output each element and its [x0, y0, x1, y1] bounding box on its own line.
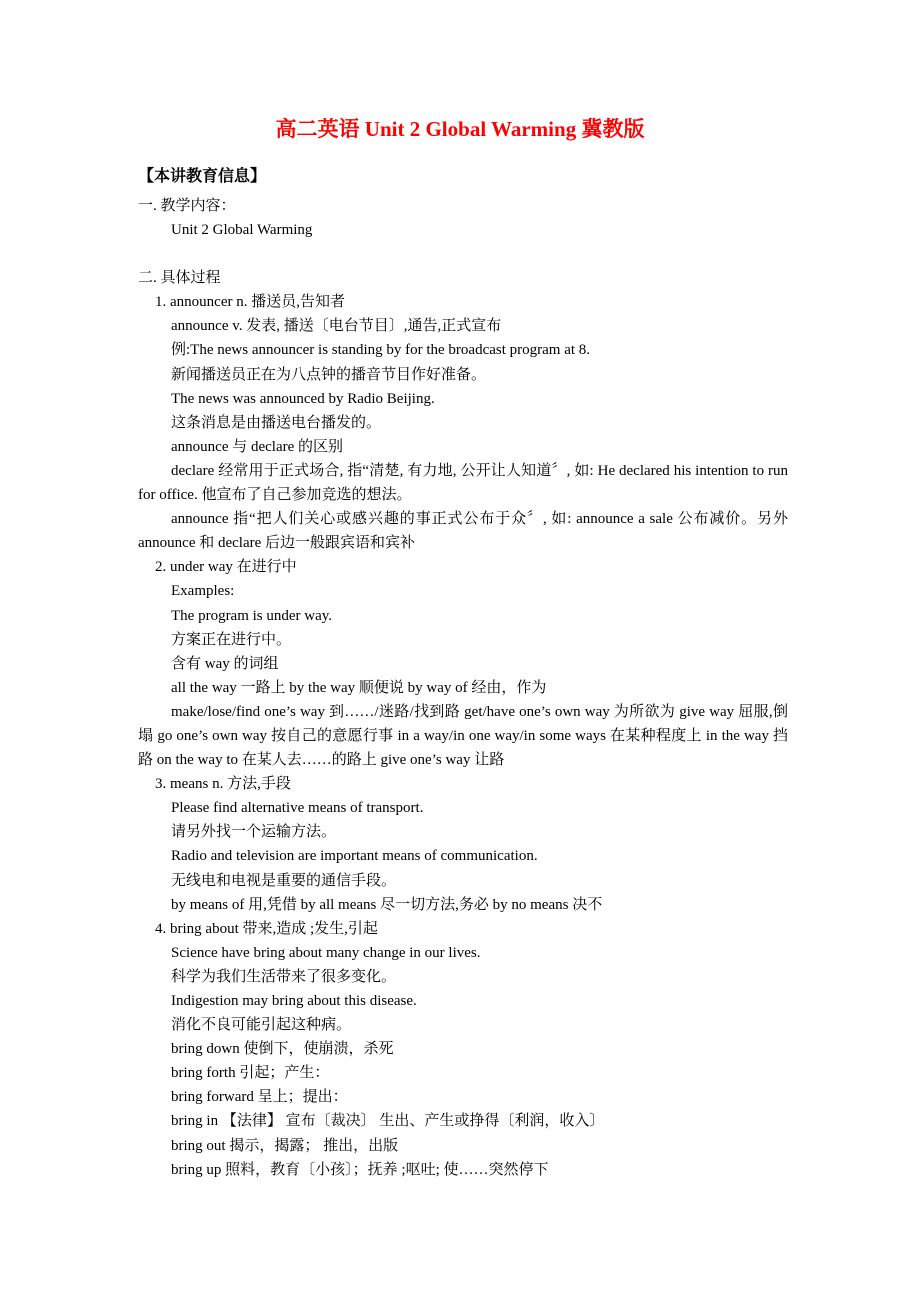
- item2-line: [138, 555, 788, 579]
- item4-line: bring forward 呈上；提出：: [171, 1089, 348, 1106]
- section-header: 【本讲教育信息】: [138, 168, 267, 185]
- item4-line: bring up 照料，教育〔小孩〕；抚养 ;呕吐; 使……突然停下: [171, 1161, 549, 1178]
- item2-line: Examples:: [171, 583, 235, 600]
- item1-line: 例:The news announcer is standing by for the broadcast program at 8.: [171, 342, 591, 359]
- item1-line: announce v. 发表, 播送〔电台节目〕,通告,正式宣布: [171, 318, 502, 335]
- item2-paragraph: make/lose/find one’s way 到……/迷路/找到路 get/have one’s own way 为所欲为 give way 屈服,倒塌 go one’s own way 按自己的意愿行事 in a way/in one way/in some ways 在某种程度上 in the way 挡路 on the way to 在某人去……的路上 give one’s way 让路: [138, 703, 788, 769]
- item1-paragraph: declare 经常用于正式场合, 指“清楚, 有力地, 公开让人知道〞, 如: He declared his intention to run for office. 他宣布了自己参加竞选的想法。: [138, 462, 788, 504]
- item1-line: [138, 290, 788, 314]
- item1-line: 新闻播送员正在为八点钟的播音节目作好准备。: [171, 366, 487, 383]
- item4-line: 消化不良可能引起这种病。: [171, 1017, 352, 1034]
- document-body: [138, 164, 788, 1182]
- item3-headword: means n. 方法,手段: [170, 776, 291, 793]
- item4-line: bring out 揭示，揭露； 推出，出版: [171, 1137, 399, 1154]
- item2-line: The program is under way.: [171, 607, 333, 624]
- item3-line: Radio and television are important means of communication.: [171, 848, 538, 865]
- item2-headword: under way 在进行中: [170, 559, 297, 576]
- part1-content: Unit 2 Global Warming: [171, 222, 313, 239]
- item4-line: bring down 使倒下，使崩溃，杀死: [171, 1041, 394, 1058]
- item1-paragraph: announce 指“把人们关心或感兴趣的事正式公布于众〞, 如: announce a sale 公布减价。另外 announce 和 declare 后边一般跟宾语和宾补: [138, 511, 788, 552]
- part2-heading: 二. 具体过程: [138, 270, 221, 287]
- item3-line: by means of 用,凭借 by all means 尽一切方法,务必 by no means 决不: [171, 896, 603, 913]
- item-number: 3.: [155, 776, 167, 793]
- item1-line: The news was announced by Radio Beijing.: [171, 390, 435, 407]
- item4-line: [138, 917, 788, 941]
- document-title: 高二英语 Unit 2 Global Warming 冀教版: [275, 117, 645, 141]
- item4-line: bring forth 引起；产生：: [171, 1065, 330, 1082]
- item4-line: bring in 【法律】 宣布〔裁决〕 生出、产生或挣得〔利润，收入〕: [171, 1113, 605, 1130]
- item4-headword: bring about 带来,造成 ;发生,引起: [170, 920, 378, 937]
- item1-line: 这条消息是由播送电台播发的。: [171, 414, 382, 431]
- item3-line: Please find alternative means of transport.: [171, 800, 424, 817]
- item-number: 2.: [155, 559, 167, 576]
- item3-line: 无线电和电视是重要的通信手段。: [171, 872, 397, 889]
- item-number: 1.: [155, 294, 167, 311]
- item2-line: 方案正在进行中。: [171, 631, 292, 648]
- item4-line: Indigestion may bring about this disease.: [171, 993, 417, 1009]
- item4-line: Science have bring about many change in our lives.: [171, 944, 481, 961]
- item4-line: 科学为我们生活带来了很多变化。: [171, 968, 397, 985]
- item-number: 4.: [155, 920, 167, 937]
- item2-line: 含有 way 的词组: [171, 655, 279, 672]
- item2-line: all the way 一路上 by the way 顺便说 by way of 经由，作为: [171, 679, 547, 696]
- item1-line: announce 与 declare 的区别: [171, 438, 344, 455]
- item1-headword: announcer n. 播送员,告知者: [170, 294, 345, 311]
- spacer: [138, 242, 788, 266]
- part1-heading: 一. 教学内容：: [138, 198, 236, 214]
- item3-line: 请另外找一个运输方法。: [171, 824, 337, 841]
- item3-line: [138, 772, 788, 796]
